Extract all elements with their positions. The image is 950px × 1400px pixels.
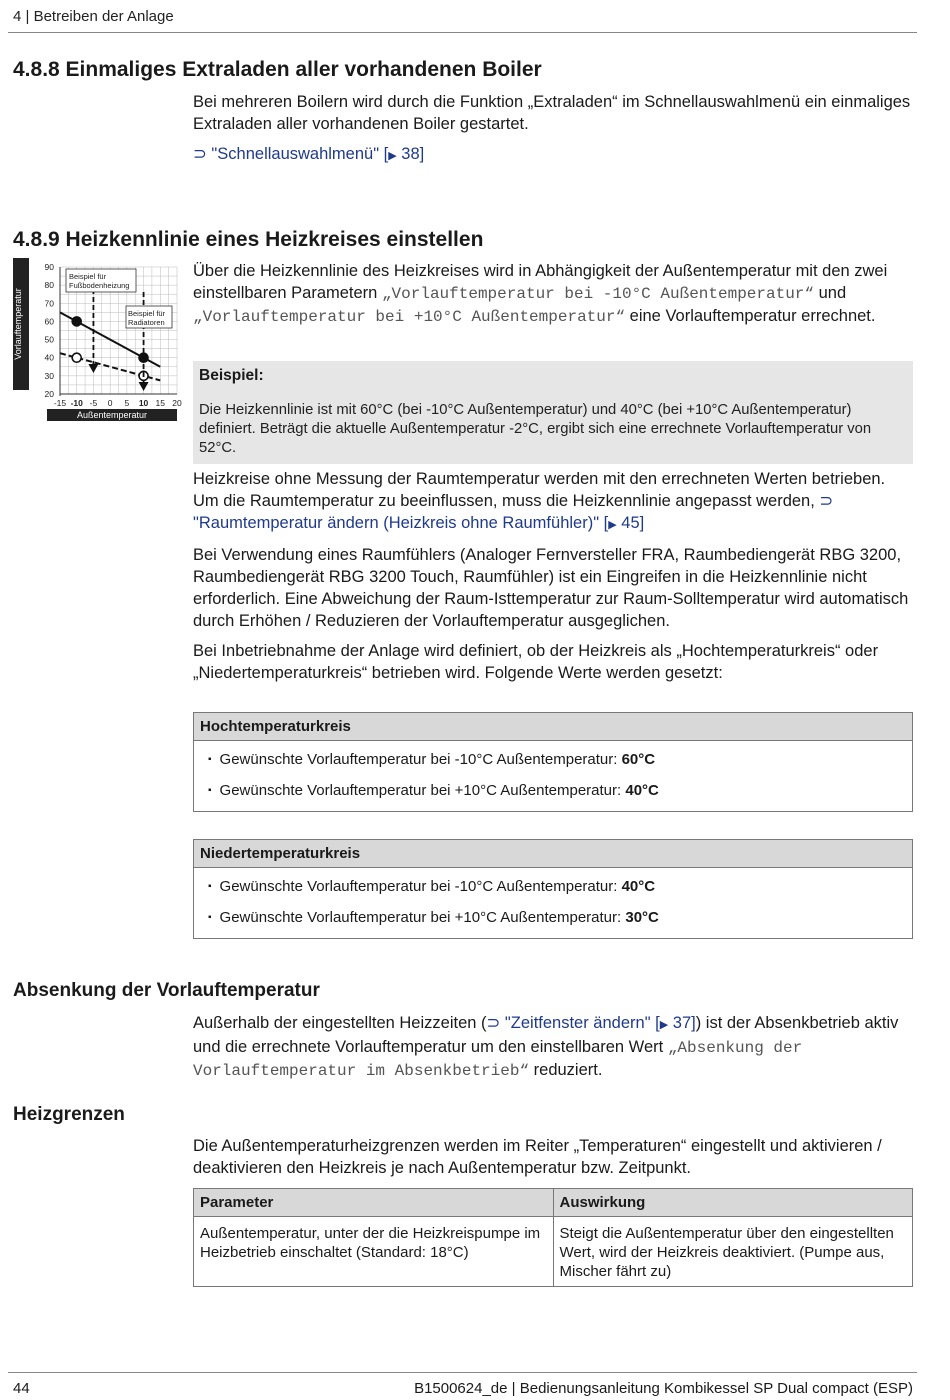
x-tick-label: 0 — [107, 398, 113, 408]
arrow-icon: ⊃ — [486, 1014, 501, 1032]
x-tick-label: 20 — [172, 398, 182, 408]
crossref-link[interactable]: "Zeitfenster ändern" [ — [504, 1014, 660, 1032]
data-point — [72, 353, 81, 362]
x-axis-label: Außentemperatur — [76, 410, 148, 420]
list-item: ▪ Gewünschte Vorlauftemperatur bei +10°C Außentemperatur: 40°C — [208, 782, 659, 799]
x-ticks — [54, 398, 182, 408]
section-title-heizgrenzen: Heizgrenzen — [13, 1104, 125, 1125]
y-tick-label: 80 — [44, 280, 54, 291]
arrow-down-icon — [88, 364, 98, 373]
table-heizgrenzen — [193, 1188, 913, 1287]
value-list — [200, 868, 906, 938]
crossref-link[interactable]: ⊃ "Schnellauswahlmenü" [▶ 38] — [193, 145, 425, 163]
arrow-icon: ⊃ — [819, 492, 834, 510]
heating-curve-chart — [13, 258, 183, 428]
section-title-absenkung: Absenkung der Vorlauftemperatur — [13, 980, 320, 1001]
table-header: Niedertemperaturkreis — [194, 840, 913, 868]
param-name: „Vorlauftemperatur bei -10°C Außentemperatur“ — [381, 285, 815, 303]
triangle-right-icon: ▶ — [388, 150, 397, 162]
note-rad-line1: Beispiel für — [128, 309, 166, 318]
data-point — [72, 317, 81, 326]
note-floor-line2: Fußbodenheizung — [69, 281, 130, 290]
paragraph: Heizkreise ohne Messung der Raumtemperatur werden mit den errechneten Werten betrieben. Um die Raumtemperatur zu beeinflussen, muss die Heizkennlinie angepasst werden, ⊃ "Raumtemperatur ändern (Heizkreis ohne Raumfühler)" [▶ 45] — [193, 470, 886, 532]
list-item: ▪ Gewünschte Vorlauftemperatur bei -10°C Außentemperatur: 60°C — [208, 751, 656, 768]
table-cell: Steigt die Außentemperatur über den eingestellten Wert, wird der Heizkreis deaktiviert. (Pumpe aus, Mischer fährt zu) — [553, 1217, 913, 1287]
section-body-489b — [193, 468, 915, 684]
table-header: Hochtemperaturkreis — [194, 713, 913, 741]
page-header: 4 | Betreiben der Anlage — [13, 8, 174, 25]
param-name: „Vorlauftemperatur bei +10°C Außentemperatur“ — [193, 308, 626, 326]
arrow-icon: ⊃ — [193, 145, 207, 163]
note-floor-line1: Beispiel für — [69, 272, 107, 281]
section-body-489 — [193, 260, 915, 328]
x-tick-label: -5 — [89, 398, 98, 408]
x-tick-label: 5 — [124, 398, 130, 408]
arrow-down-icon — [139, 382, 149, 391]
crossref-link[interactable]: "Raumtemperatur ändern (Heizkreis ohne Raumfühler)" [ — [193, 514, 609, 532]
y-tick-label: 60 — [44, 316, 54, 327]
section-body-absenkung — [193, 1012, 915, 1082]
x-tick-label: -10 — [70, 398, 83, 408]
x-tick-label: 15 — [155, 398, 166, 408]
bullet-icon: ▪ — [208, 881, 212, 892]
section-title-489: 4.8.9 Heizkennlinie eines Heizkreises einstellen — [13, 228, 484, 251]
table-cell: Außentemperatur, unter der die Heizkreispumpe im Heizbetrieb einschaltet (Standard: 18°C) — [194, 1217, 554, 1287]
paragraph: Bei Verwendung eines Raumfühlers (Analoger Fernversteller FRA, Raumbediengerät RBG 3200, Raumbediengerät RBG 3200 Touch, Raumfühler) ist ein Eingreifen in die Heizkennlinie nicht erforderlich. Eine Abweichung der Raum-Isttemperatur zur Raum-Solltemperatur wird automatisch durch Erhöhen / Reduzieren der Vorlauftemperatur ausgeglichen. — [193, 546, 909, 630]
section-body-488 — [193, 91, 915, 167]
example-title: Beispiel: — [199, 367, 264, 384]
page-number: 44 — [13, 1380, 30, 1397]
table-row — [194, 1217, 913, 1287]
bullet-icon: ▪ — [208, 785, 212, 796]
y-tick-label: 50 — [44, 334, 54, 345]
list-item: ▪ Gewünschte Vorlauftemperatur bei +10°C Außentemperatur: 30°C — [208, 909, 659, 926]
y-tick-label: 30 — [44, 370, 54, 381]
table-niedertemperatur — [193, 839, 913, 939]
y-tick-label: 70 — [44, 298, 54, 309]
header-divider — [8, 32, 917, 33]
table-hochtemperatur — [193, 712, 913, 812]
document-id: B1500624_de | Bedienungsanleitung Kombikessel SP Dual compact (ESP) — [414, 1380, 913, 1397]
bullet-icon: ▪ — [208, 754, 212, 765]
param-name: „Absenkung der Vorlauftemperatur im Absenkbetrieb“ — [193, 1039, 803, 1080]
list-item: ▪ Gewünschte Vorlauftemperatur bei -10°C Außentemperatur: 40°C — [208, 878, 656, 895]
y-tick-label: 90 — [44, 262, 54, 272]
y-tick-label: 20 — [44, 389, 54, 399]
y-tick-label: 40 — [44, 352, 54, 363]
paragraph: Bei mehreren Boilern wird durch die Funktion „Extraladen“ im Schnellauswahlmenü ein einmaliges Extraladen aller vorhandenen Boiler gestartet. — [193, 93, 911, 133]
paragraph-intro: Über die Heizkennlinie des Heizkreises wird in Abhängigkeit der Außentemperatur mit den zwei einstellbaren Parametern „Vorlauftemperatur bei -10°C Außentemperatur“ und „Vorlauftemperatur bei +10°C Außentemperatur“ eine Vorlauftemperatur errechnet. — [193, 262, 888, 326]
section-body-heizgrenzen — [193, 1135, 915, 1179]
paragraph: Die Außentemperaturheizgrenzen werden im Reiter „Temperaturen“ eingestellt und aktivieren / deaktivieren den Heizkreis je nach Außentemperatur bzw. Zeitpunkt. — [193, 1137, 882, 1177]
example-box — [193, 361, 913, 464]
paragraph: Bei Inbetriebnahme der Anlage wird definiert, ob der Heizkreis als „Hochtemperaturkreis“ oder „Niedertemperaturkreis“ betrieben wird. Folgende Werte werden gesetzt: — [193, 642, 879, 682]
triangle-right-icon: ▶ — [659, 1019, 669, 1031]
x-tick-label: -15 — [53, 398, 67, 408]
section-title-488: 4.8.8 Einmaliges Extraladen aller vorhandenen Boiler — [13, 58, 542, 81]
column-header-parameter: Parameter — [194, 1189, 554, 1217]
footer-divider — [8, 1372, 917, 1373]
x-tick-label: 10 — [138, 398, 149, 408]
example-text: Die Heizkennlinie ist mit 60°C (bei -10°C Außentemperatur) und 40°C (bei +10°C Außentemperatur) definiert. Beträgt die aktuelle Außentemperatur -2°C, ergibt sich eine errechnete Vorlauftemperatur von 52°C. — [199, 402, 872, 456]
value-list — [200, 741, 906, 811]
column-header-auswirkung: Auswirkung — [553, 1189, 913, 1217]
paragraph: Außerhalb der eingestellten Heizzeiten (⊃ "Zeitfenster ändern" [▶ 37]) ist der Absenkbetrieb aktiv und die errechnete Vorlauftemperatur um den einstellbaren Wert „Absenkung der Vorlauftemperatur im Absenkbetrieb“ reduziert. — [193, 1014, 899, 1080]
y-axis-label: Vorlauftemperatur — [13, 288, 23, 360]
note-rad-line2: Radiatoren — [128, 318, 165, 327]
triangle-right-icon: ▶ — [608, 519, 617, 531]
y-ticks — [45, 262, 55, 399]
bullet-icon: ▪ — [208, 912, 212, 923]
